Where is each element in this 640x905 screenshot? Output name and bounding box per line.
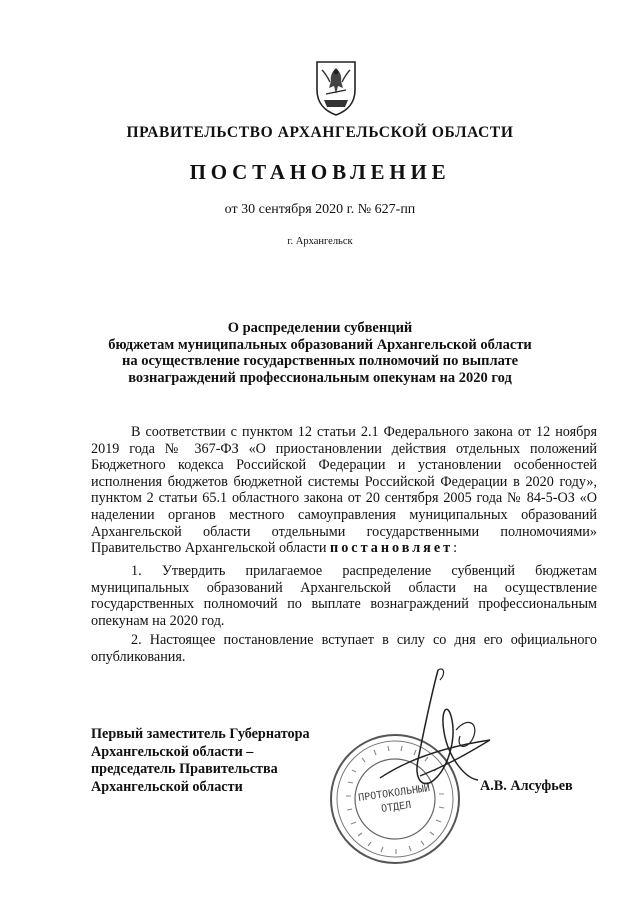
title-line-1: О распределении субвенций bbox=[227, 320, 413, 336]
resolves-word: постановляет bbox=[330, 540, 454, 557]
document-title bbox=[0, 320, 640, 386]
title-line-3: на осуществление государственных полномочий по выплате bbox=[121, 353, 519, 369]
item-1-text: 1. Утвердить прилагаемое распределение субвенций бюджетам муниципальных образований Архангельской области на осуществление государственных полномочий по выплате вознаграждений профессиональным опекунам на 2020 год. bbox=[91, 563, 597, 629]
signature-position bbox=[91, 726, 310, 796]
item-2-paragraph bbox=[91, 632, 597, 665]
signatory-name: А.В. Алсуфьев bbox=[480, 778, 573, 794]
position-line-3: председатель Правительства bbox=[91, 761, 278, 777]
preamble-text: В соответствии с пунктом 12 статьи 2.1 Федерального закона от 12 ноября 2019 года № 367-ФЗ «О приостановлении действия отдельных положений Бюджетного кодекса Российской Федерации и установлении особенностей исполнения бюджетов бюджетной системы Российской Федерации в 2020 году», пунктом 2 статьи 65.1 областного закона от 20 сентября 2005 года № 84-5-ОЗ «О наделении органов местного самоуправления муниципальных образований Архангельской области отдельными государственными полномочиями» Правительство Архангельской области bbox=[91, 424, 597, 557]
position-line-2: Архангельской области – bbox=[91, 743, 254, 760]
resolves-colon: : bbox=[453, 540, 458, 557]
title-line-4: вознаграждений профессиональным опекунам на 2020 год bbox=[128, 369, 512, 386]
date-and-number: от 30 сентября 2020 г. № 627-пп bbox=[224, 202, 416, 217]
item-2-text: 2. Настоящее постановление вступает в силу со дня его официального опубликования. bbox=[91, 632, 597, 665]
document-type: ПОСТАНОВЛЕНИЕ bbox=[189, 160, 451, 184]
seal-text-line-1: ПРОТОКОЛЬНЫЙ bbox=[357, 783, 431, 805]
title-line-2: бюджетам муниципальных образований Архангельской области bbox=[108, 336, 532, 353]
coat-of-arms-icon bbox=[314, 60, 358, 116]
position-line-1: Первый заместитель Губернатора bbox=[91, 726, 310, 742]
seal-text-line-2: ОТДЕЛ bbox=[380, 799, 412, 815]
position-line-4: Архангельской области bbox=[91, 778, 243, 795]
preamble-paragraph bbox=[91, 424, 597, 557]
item-1-paragraph bbox=[91, 563, 597, 629]
handwritten-signature-icon bbox=[360, 660, 520, 820]
government-name: ПРАВИТЕЛЬСТВО АРХАНГЕЛЬСКОЙ ОБЛАСТИ bbox=[126, 124, 514, 141]
city: г. Архангельск bbox=[287, 236, 353, 247]
